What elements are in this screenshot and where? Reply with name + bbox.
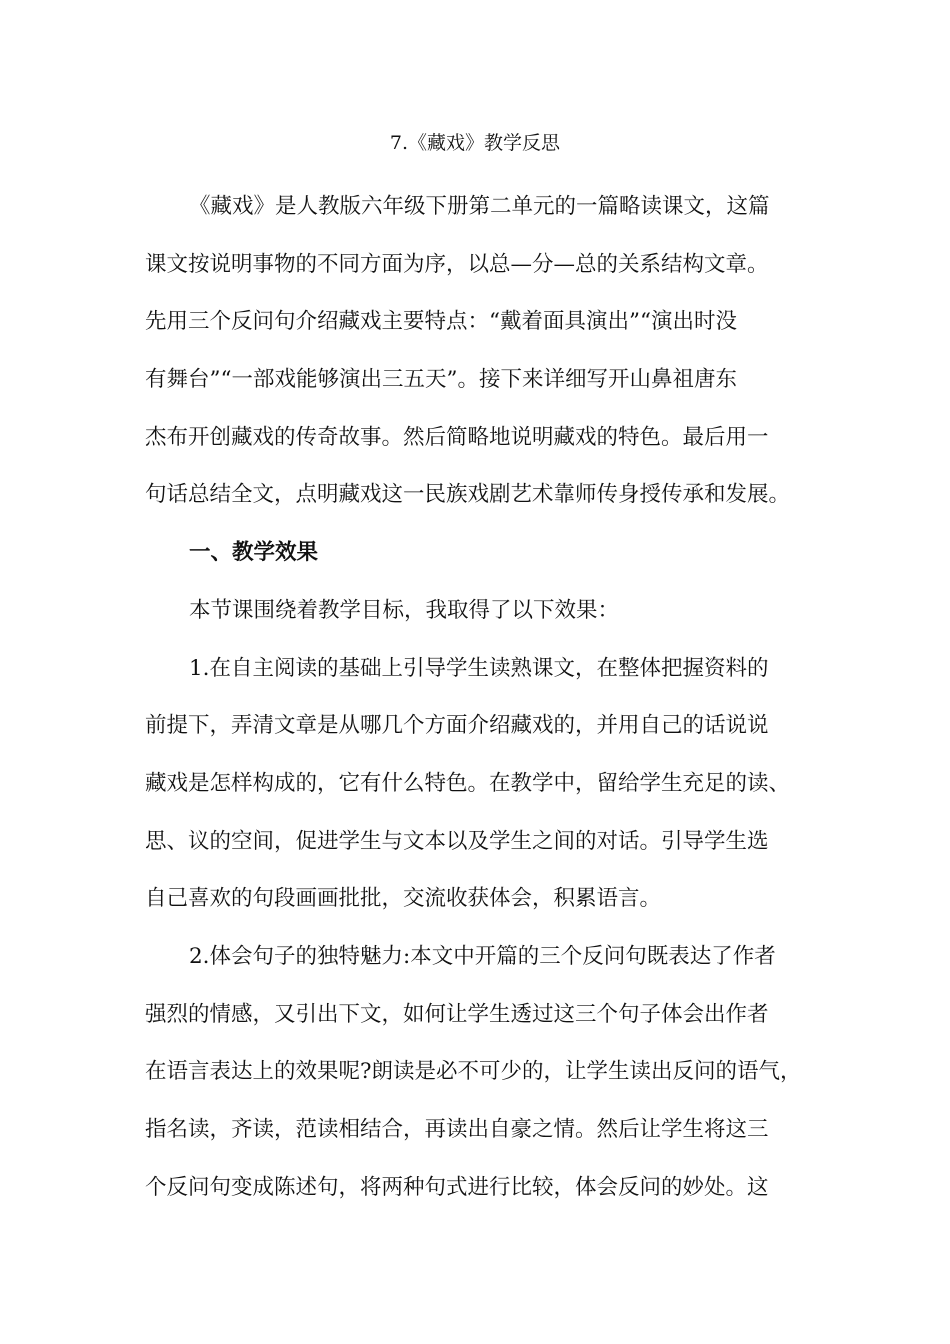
paragraph-line: 杰布开创藏戏的传奇故事。然后简略地说明藏戏的特色。最后用一 (145, 424, 769, 450)
paragraph-line: 藏戏是怎样构成的，它有什么特色。在教学中，留给学生充足的读、 (145, 770, 791, 796)
paragraph-line: 自己喜欢的句段画画批批，交流收获体会，积累语言。 (145, 886, 662, 912)
document-title: 7.《藏戏》教学反思 (389, 132, 561, 154)
paragraph-line: 个反问句变成陈述句，将两种句式进行比较，体会反问的妙处。这 (145, 1174, 769, 1200)
paragraph-line: 在语言表达上的效果呢?朗读是必不可少的，让学生读出反问的语气， (145, 1059, 802, 1085)
paragraph-line: 有舞台”“一部戏能够演出三五天”。接下来详细写开山鼻祖唐东 (145, 367, 737, 393)
paragraph-line: 指名读，齐读，范读相结合，再读出自豪之情。然后让学生将这三 (145, 1117, 769, 1142)
paragraph-line: 2.体会句子的独特魅力:本文中开篇的三个反问句既表达了作者 (189, 943, 776, 969)
paragraph-line: 句话总结全文，点明藏戏这一民族戏剧艺术靠师传身授传承和发展。 (145, 482, 791, 508)
document-body (145, 178, 810, 1216)
section-heading: 一、教学效果 (189, 540, 319, 566)
paragraph-line: 思、议的空间，促进学生与文本以及学生之间的对话。引导学生选 (145, 828, 769, 854)
paragraph-line: 强烈的情感，又引出下文，如何让学生透过这三个句子体会出作者 (145, 1001, 769, 1027)
paragraph-line: 本节课围绕着教学目标，我取得了以下效果： (189, 597, 620, 623)
paragraph-line: 《藏戏》是人教版六年级下册第二单元的一篇略读课文，这篇 (189, 194, 770, 219)
paragraph-line: 先用三个反问句介绍藏戏主要特点：“戴着面具演出”“演出时没 (145, 309, 737, 335)
paragraph-line: 课文按说明事物的不同方面为序，以总—分—总的关系结构文章。 (145, 251, 769, 277)
paragraph-line: 前提下，弄清文章是从哪几个方面介绍藏戏的，并用自己的话说说 (145, 713, 769, 739)
paragraph-line: 1.在自主阅读的基础上引导学生读熟课文，在整体把握资料的 (189, 655, 769, 681)
